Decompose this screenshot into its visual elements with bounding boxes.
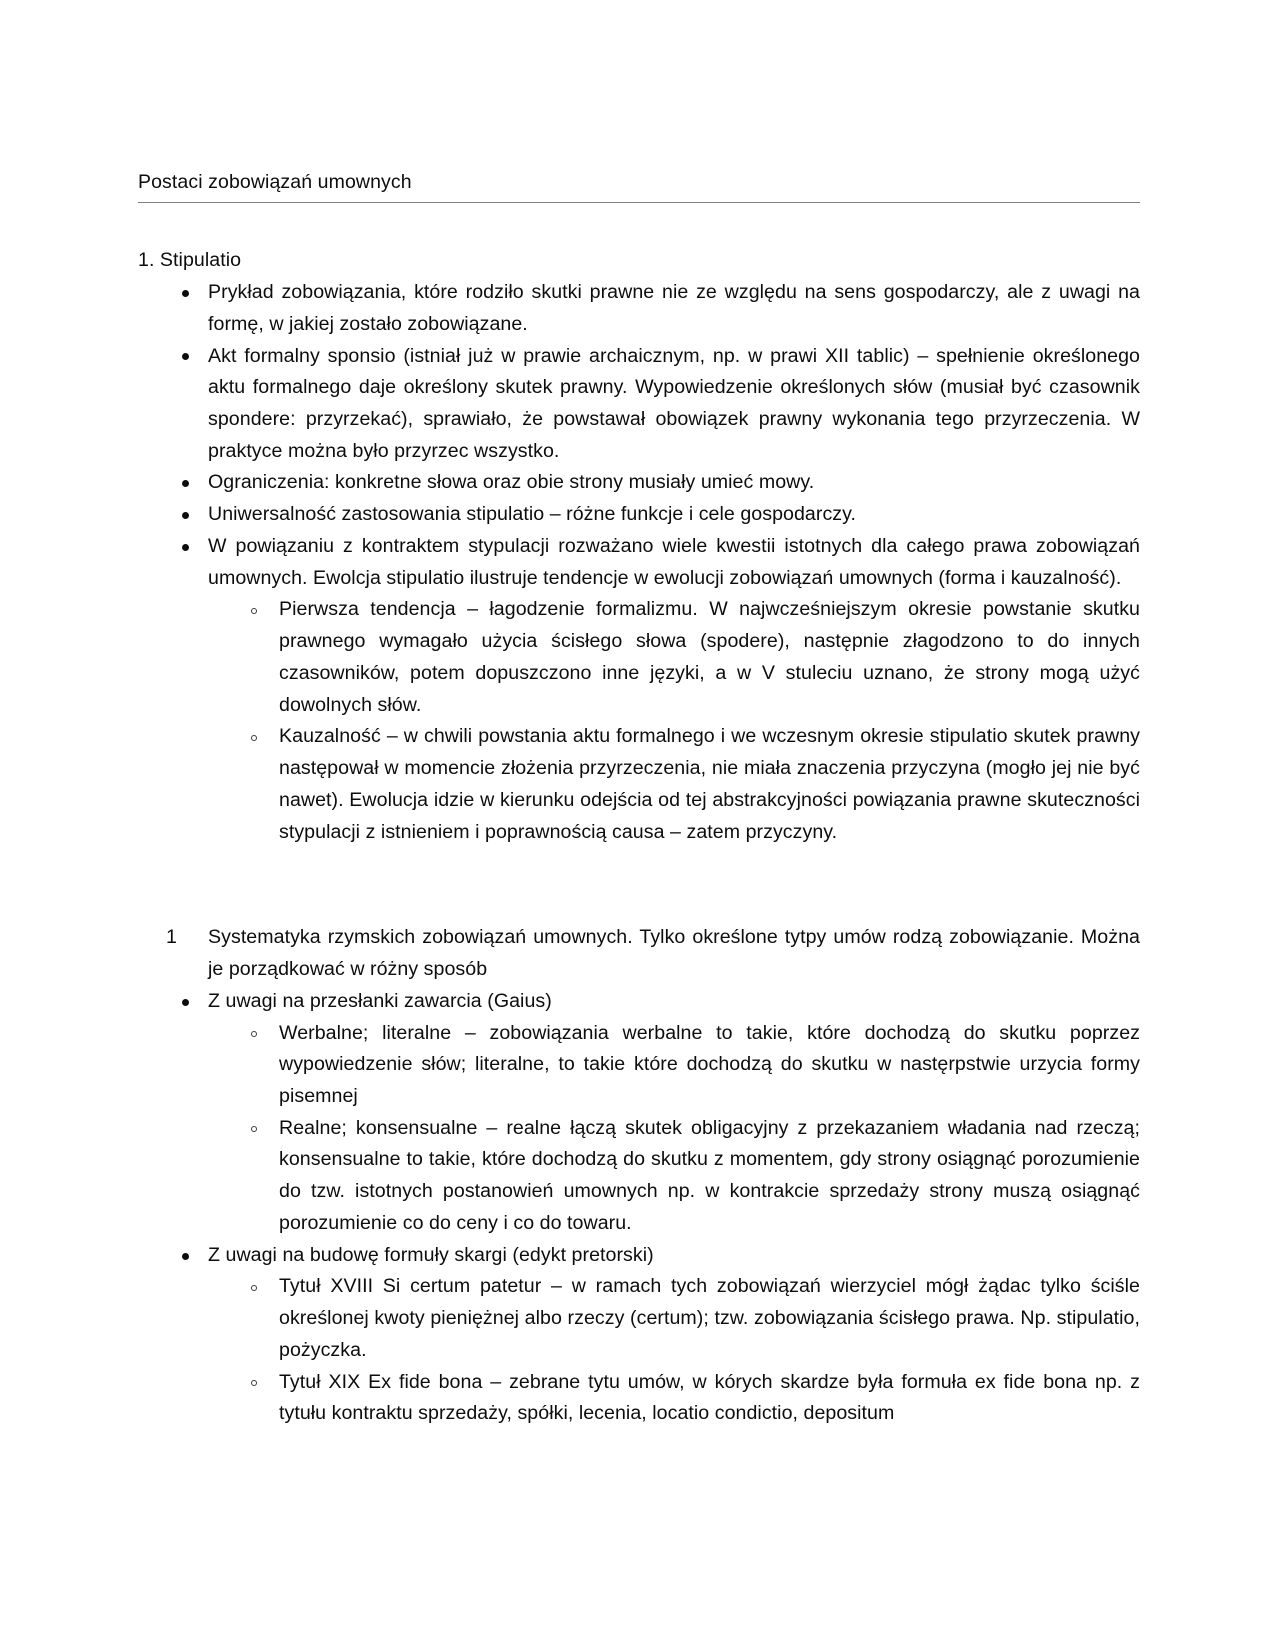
bullet-text: Z uwagi na przesłanki zawarcia (Gaius)	[208, 989, 552, 1012]
bullet-text: Werbalne; literalne – zobowiązania werbalne to takie, które dochodzą do skutku poprzez wypowiedzenie słów; literalne, to takie które dochodzą do skutku w nastęrpstwie urzycia formy pisemnej	[279, 1021, 1140, 1107]
section-spacer	[138, 848, 1140, 884]
bullet-text: Tytuł XIX Ex fide bona – zebrane tytu umów, w kórych skardze była formuła ex fide bona np. z tytułu kontraktu sprzedaży, spółki, lecenia, locatio condictio, depositum	[279, 1370, 1140, 1425]
disc-bullet-icon	[182, 290, 189, 297]
bullet-text: Tytuł XVIII Si certum patetur – w ramach tych zobowiązań wierzyciel mógł żądac tylko ściśle określonej kwoty pieniężnej albo rzeczy (certum); tzw. zobowiązania ścisłego prawa. Np. stipulatio, pożyczka.	[279, 1275, 1140, 1361]
bullet-item	[138, 277, 1140, 340]
hollow-bullet-icon	[251, 1126, 257, 1132]
sub-bullet-item	[138, 1271, 1140, 1366]
bullet-item	[138, 531, 1140, 594]
bullet-item	[138, 499, 1140, 531]
sub-bullet-item	[138, 1367, 1140, 1430]
hollow-bullet-icon	[251, 735, 257, 741]
page-title: Postaci zobowiązań umownych	[138, 171, 412, 193]
bullet-item	[138, 1240, 1140, 1272]
bullet-item	[138, 341, 1140, 468]
disc-bullet-icon	[182, 544, 189, 551]
sub-bullet-item	[138, 594, 1140, 721]
bullet-text: Prykład zobowiązania, które rodziło skutki prawne nie ze względu na sens gospodarczy, ale z uwagi na formę, w jakiej zostało zobowiązane.	[208, 281, 1140, 335]
sub-bullet-item	[138, 721, 1140, 848]
bullet-text: Realne; konsensualne – realne łączą skutek obligacyjny z przekazaniem władania nad rzeczą; konsensualne to takie, które dochodzą do skutku z momentem, gdy strony osiągnąć porozumienie do tzw. istotnych postanowień umownych np. w kontrakcie sprzedaży strony muszą osiągnąć porozumienie co do ceny i co do towaru.	[279, 1116, 1140, 1234]
hollow-bullet-icon	[251, 1285, 257, 1291]
sub-bullet-item	[138, 1113, 1140, 1240]
numbered-item-text: Systematyka rzymskich zobowiązań umownych. Tylko określone tytpy umów rodzą zobowiązanie. Można je porządkować w różny sposób	[208, 926, 1140, 981]
bullet-item	[138, 986, 1140, 1018]
bullet-text: Kauzalność – w chwili powstania aktu formalnego i we wczesnym okresie stipulatio skutek prawny następował w momencie złożenia przyrzeczenia, nie miała znaczenia przyczyna (mogło jej nie być nawet). Ewolucja idzie w kierunku odejścia od tej abstrakcyjności powiązania prawne skuteczności stypulacji z istnieniem i poprawnością causa – zatem przyczyny.	[279, 725, 1140, 843]
bullet-text: W powiązaniu z kontraktem stypulacji rozważano wiele kwestii istotnych dla całego prawa zobowiązań umownych. Ewolcja stipulatio ilustruje tendencje w ewolucji zobowiązań umownych (forma i kauzalność).	[208, 534, 1140, 589]
disc-bullet-icon	[182, 999, 189, 1006]
disc-bullet-icon	[182, 512, 189, 519]
bullet-text: Uniwersalność zastosowania stipulatio – różne funkcje i cele gospodarczy.	[208, 503, 857, 526]
bullet-text: Pierwsza tendencja – łagodzenie formalizmu. W najwcześniejszym okresie powstanie skutku prawnego wymagało użycia ścisłego słowa (spodere), następnie złagodzono to do innych czasowników, potem dopuszczono inne języki, a w V stuleciu uznano, że strony mogą użyć dowolnych słów.	[279, 598, 1140, 716]
hollow-bullet-icon	[251, 608, 257, 614]
hollow-bullet-icon	[251, 1031, 257, 1037]
numbered-item	[138, 922, 1140, 985]
bullet-text: Akt formalny sponsio (istniał już w prawie archaicznym, np. w prawi XII tablic) – spełnienie określonego aktu formalnego daje określony skutek prawny. Wypowiedzenie określonych słów (musiał być czasownik spondere: przyrzekać), sprawiało, że powstawał obowiązek prawny wykonania tego przyrzeczenia. W praktyce można było przyrzec wszystko.	[208, 344, 1140, 462]
sub-bullet-item	[138, 1018, 1140, 1113]
document-body	[138, 245, 1140, 1430]
disc-bullet-icon	[182, 353, 189, 360]
bullet-item	[138, 467, 1140, 499]
bullet-text: Z uwagi na budowę formuły skargi (edykt pretorski)	[208, 1243, 654, 1266]
disc-bullet-icon	[182, 1253, 189, 1260]
section-heading: 1. Stipulatio	[138, 249, 242, 272]
header-divider	[138, 202, 1140, 203]
disc-bullet-icon	[182, 480, 189, 487]
bullet-text: Ograniczenia: konkretne słowa oraz obie strony musiały umieć mowy.	[208, 471, 815, 494]
hollow-bullet-icon	[251, 1380, 257, 1386]
list-number-marker: 1	[166, 926, 177, 949]
